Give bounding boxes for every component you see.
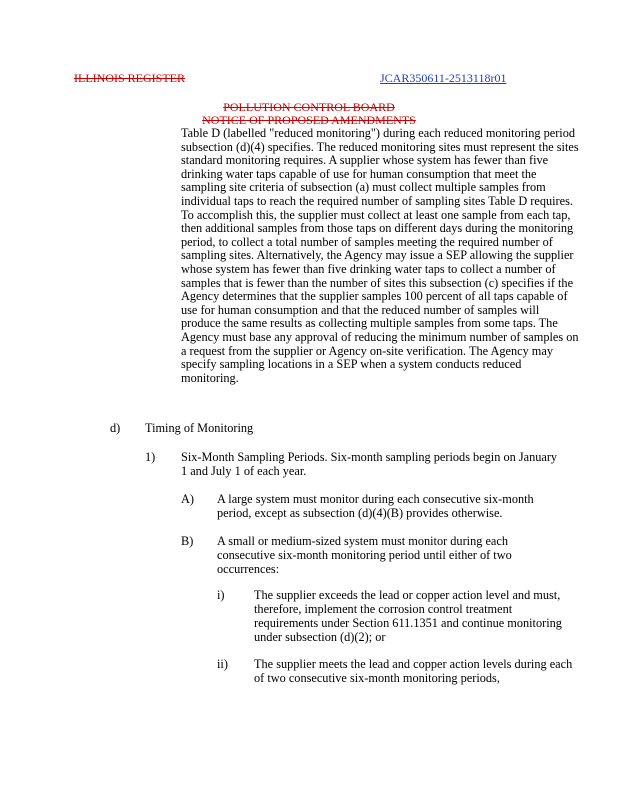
document-id-link[interactable]: JCAR350611-2513118r01: [380, 71, 507, 85]
item-i-text: The supplier exceeds the lead or copper action level and must, therefore, implement the corrosion control treatment requirements under Section 611.1351 and continue monitoring under subsection (d)(2); or: [254, 588, 562, 644]
item-B-text: A small or medium-sized system must monitor during each consecutive six-month monitoring period until either of two occurrences:: [217, 534, 512, 576]
item-1-label: 1): [145, 450, 156, 464]
section-d-label: d): [110, 421, 121, 435]
item-ii-text: The supplier meets the lead and copper action levels during each of two consecutive six-month monitoring periods,: [254, 657, 573, 685]
agency-title: POLLUTION CONTROL BOARD: [223, 100, 395, 114]
register-header: ILLINOIS REGISTER: [74, 71, 185, 85]
item-B-label: B): [181, 534, 194, 548]
item-A-label: A): [181, 492, 194, 506]
notice-title: NOTICE OF PROPOSED AMENDMENTS: [202, 113, 416, 127]
item-i-label: i): [217, 588, 225, 602]
item-A-text: A large system must monitor during each consecutive six-month period, except as subsection (d)(4)(B) provides otherwise.: [217, 492, 534, 520]
section-d-title: Timing of Monitoring: [145, 421, 254, 435]
body-paragraph: Table D (labelled "reduced monitoring") during each reduced monitoring period subsection (d)(4) specifies. The reduced monitoring sites must represent the sites standard monitoring requires. A supplier whose system has fewer than five drinking water taps capable of use for human consumption that meet the sampling site criteria of subsection (a) must collect multiple samples from individual taps to reach the required number of sampling sites Table D requires. To accomplish this, the supplier must collect at least one sample from each tap, then additional samples from those taps on different days during the monitoring period, to collect a total number of samples meeting the required number of sampling sites. Alternatively, the Agency may issue a SEP allowing the supplier whose system has fewer than five drinking water taps to collect a number of samples that is fewer than the number of sites this subsection (c) specifies if the Agency determines that the supplier samples 100 percent of all taps capable of use for human consumption and that the reduced number of samples will produce the same results as collecting multiple samples from some taps. The Agency must base any approval of reducing the minimum number of samples on a request from the supplier or Agency on-site verification. The Agency may specify sampling locations in a SEP when a system conducts reduced monitoring.: [181, 126, 579, 385]
item-ii-label: ii): [217, 657, 228, 671]
item-1-text: Six-Month Sampling Periods. Six-month sampling periods begin on January 1 and July 1 of each year.: [181, 450, 558, 478]
